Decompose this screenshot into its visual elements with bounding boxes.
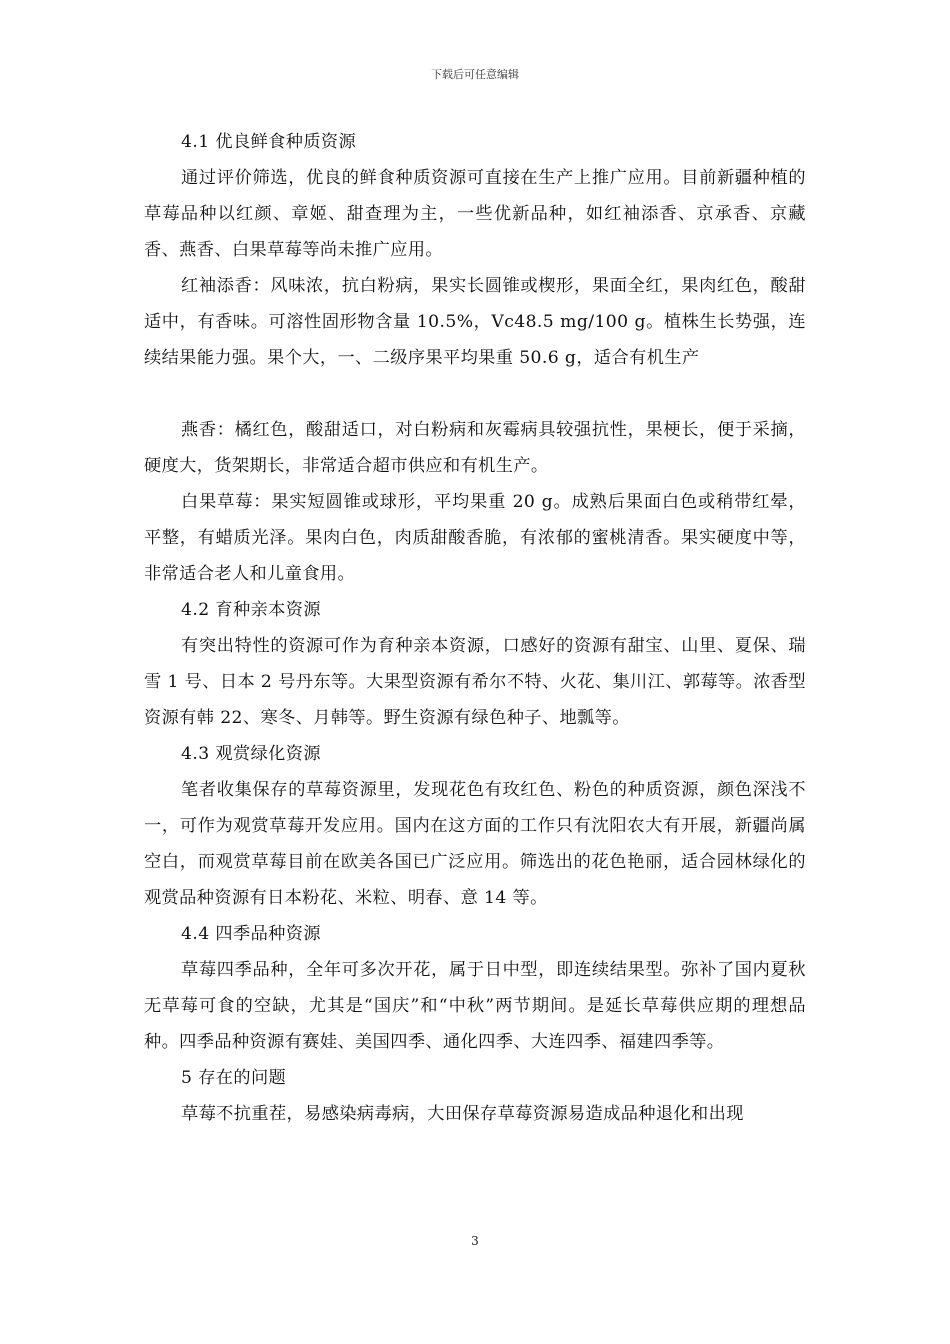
page-header: 下载后可任意编辑 — [431, 68, 519, 81]
paragraph: 燕香：橘红色，酸甜适口，对白粉病和灰霉病具较强抗性，果梗长，便于采摘，硬度大，货架期长，非常适合超市供应和有机生产。 — [144, 420, 806, 476]
page-number: 3 — [471, 1234, 479, 1248]
section-heading-4-1: 4.1 优良鲜食种质资源 — [181, 132, 357, 152]
paragraph: 红袖添香：风味浓，抗白粉病，果实长圆锥或楔形，果面全红，果肉红色，酸甜适中，有香味。可溶性固形物含量 10.5%，Vc48.5 mg/100 g。植株生长势强，连续结果能力强。果个大，一、二级序果平均果重 50.6 g，适合有机生产 — [144, 276, 806, 368]
section-heading-4-4: 4.4 四季品种资源 — [181, 924, 321, 944]
section-heading-4-2: 4.2 育种亲本资源 — [181, 600, 321, 620]
paragraph: 笔者收集保存的草莓资源里，发现花色有玫红色、粉色的种质资源，颜色深浅不一，可作为观赏草莓开发应用。国内在这方面的工作只有沈阳农大有开展，新疆尚属空白，而观赏草莓目前在欧美各国已广泛应用。筛选出的花色艳丽，适合园林绿化的观赏品种资源有日本粉花、米粒、明春、意 14 等。 — [144, 780, 806, 908]
blank-line — [144, 376, 806, 412]
section-heading-5: 5 存在的问题 — [181, 1068, 287, 1088]
paragraph: 通过评价筛选，优良的鲜食种质资源可直接在生产上推广应用。目前新疆种植的草莓品种以红颜、章姬、甜查理为主，一些优新品种，如红袖添香、京承香、京藏香、燕香、白果草莓等尚未推广应用。 — [144, 168, 806, 260]
paragraph: 白果草莓：果实短圆锥或球形，平均果重 20 g。成熟后果面白色或稍带红晕，平整，有蜡质光泽。果肉白色，肉质甜酸香脆，有浓郁的蜜桃清香。果实硬度中等，非常适合老人和儿童食用。 — [144, 492, 806, 584]
paragraph: 草莓四季品种，全年可多次开花，属于日中型，即连续结果型。弥补了国内夏秋无草莓可食的空缺，尤其是“国庆”和“中秋”两节期间。是延长草莓供应期的理想品种。四季品种资源有赛娃、美国四季、通化四季、大连四季、福建四季等。 — [144, 960, 806, 1052]
paragraph: 草莓不抗重茬，易感染病毒病，大田保存草莓资源易造成品种退化和出现 — [181, 1104, 744, 1124]
section-heading-4-3: 4.3 观赏绿化资源 — [181, 744, 321, 764]
document-body — [144, 124, 806, 1132]
paragraph: 有突出特性的资源可作为育种亲本资源，口感好的资源有甜宝、山里、夏保、瑞雪 1 号、日本 2 号丹东等。大果型资源有希尔不特、火花、集川江、郭莓等。浓香型资源有韩 22、寒冬、月韩等。野生资源有绿色种子、地瓢等。 — [144, 636, 806, 728]
